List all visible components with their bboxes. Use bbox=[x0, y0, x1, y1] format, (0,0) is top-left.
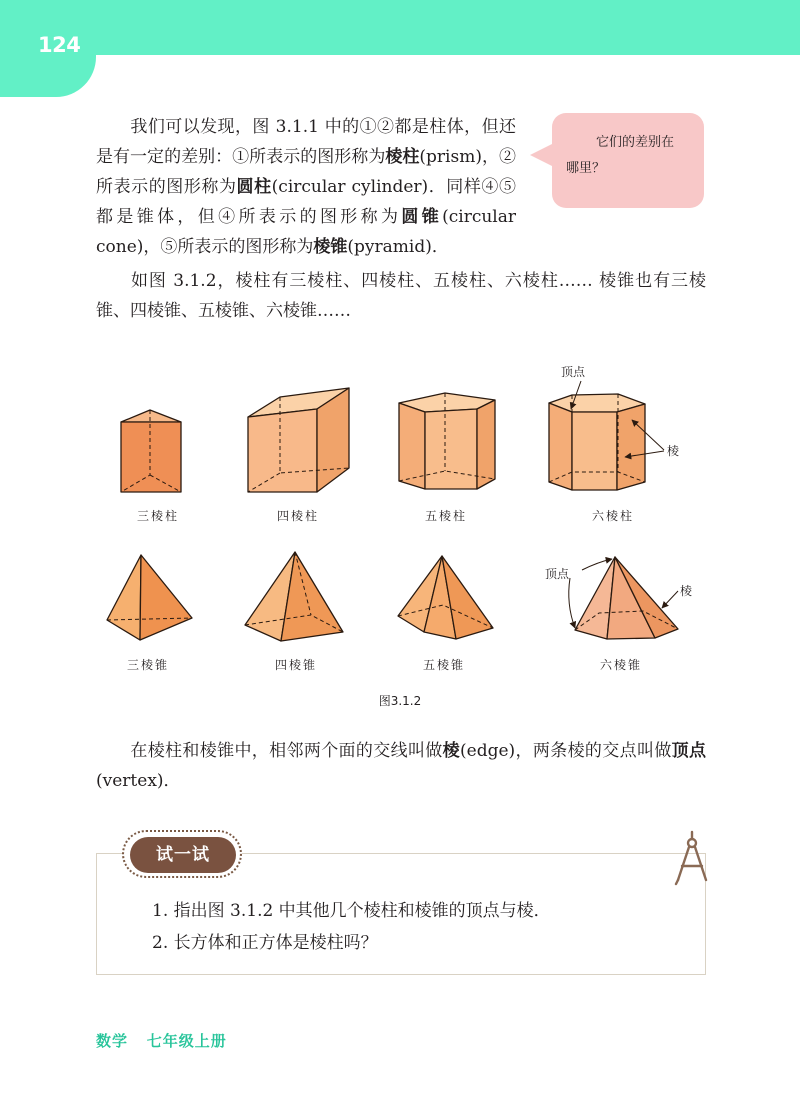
quadrangular-pyramid bbox=[245, 552, 343, 641]
term-pyramid: 棱锥 bbox=[313, 237, 348, 257]
pentagonal-prism bbox=[399, 393, 495, 489]
term-cylinder: 圆柱 bbox=[236, 177, 272, 197]
caption-pentagonal-prism: 五棱柱 bbox=[424, 509, 468, 523]
triangular-prism bbox=[121, 410, 181, 492]
vertex-label-prism: 顶点 bbox=[561, 365, 586, 379]
vertex-label-pyramid: 顶点 bbox=[545, 567, 570, 581]
term-vertex: 顶点 bbox=[671, 741, 707, 761]
try-it-item-1: 1. 指出图 3.1.2 中其他几个棱柱和棱锥的顶点与棱． bbox=[152, 901, 551, 921]
caption-hexagonal-prism: 六棱柱 bbox=[591, 509, 635, 523]
definition-paragraph: 在棱柱和棱锥中，相邻两个面的交线叫做棱(edge)，两条棱的交点叫做顶点(vertex)． bbox=[96, 741, 707, 791]
intro-paragraph: 我们可以发现，图 3.1.1 中的①②都是柱体，但还是有一定的差别：①所表示的图形称为棱柱(prism)，②所表示的图形称为圆柱(circular cylinder)．同样④⑤都是锥体，但④所表示的图形称为圆锥(circular cone)，⑤所表示的图形称为棱锥(pyramid)． bbox=[96, 117, 517, 257]
caption-triangular-prism: 三棱柱 bbox=[136, 509, 180, 523]
footer-grade: 七年级上册 bbox=[146, 1032, 227, 1050]
pentagonal-pyramid bbox=[398, 556, 493, 639]
figure-title: 图3.1.2 bbox=[378, 694, 422, 708]
caption-pentagonal-pyramid: 五棱锥 bbox=[422, 658, 466, 672]
vertex-pointer-bottom bbox=[569, 578, 575, 628]
edge-label-prism: 棱 bbox=[667, 444, 680, 458]
try-it-title: 试一试 bbox=[130, 837, 236, 873]
caption-triangular-pyramid: 三棱锥 bbox=[126, 658, 170, 672]
footer-subject: 数学 bbox=[96, 1032, 129, 1050]
types-paragraph: 如图 3.1.2，棱柱有三棱柱、四棱柱、五棱柱、六棱柱…… 棱锥也有三棱锥、四棱锥、五棱锥、六棱锥…… bbox=[96, 271, 706, 321]
vertex-pointer-top bbox=[582, 559, 612, 570]
compass-icon bbox=[672, 830, 712, 886]
caption-quadrangular-prism: 四棱柱 bbox=[276, 509, 320, 523]
term-cone: 圆锥 bbox=[401, 207, 443, 227]
caption-quadrangular-pyramid: 四棱锥 bbox=[274, 658, 318, 672]
caption-hexagonal-pyramid: 六棱锥 bbox=[599, 658, 643, 672]
try-it-item-2: 2. 长方体和正方体是棱柱吗？ bbox=[152, 933, 378, 953]
footer-book-title bbox=[96, 1030, 227, 1051]
term-prism: 棱柱 bbox=[385, 147, 420, 167]
quadrangular-prism bbox=[248, 388, 349, 492]
hexagonal-pyramid bbox=[575, 557, 678, 639]
speech-bubble: 它们的差别在 哪里？ bbox=[552, 113, 704, 208]
hexagonal-prism bbox=[549, 394, 645, 490]
edge-pointer-pyramid bbox=[662, 591, 678, 608]
term-edge: 棱 bbox=[442, 741, 461, 761]
edge-label-pyramid: 棱 bbox=[680, 584, 693, 598]
triangular-pyramid bbox=[107, 555, 192, 640]
page-number: 124 bbox=[38, 33, 81, 57]
